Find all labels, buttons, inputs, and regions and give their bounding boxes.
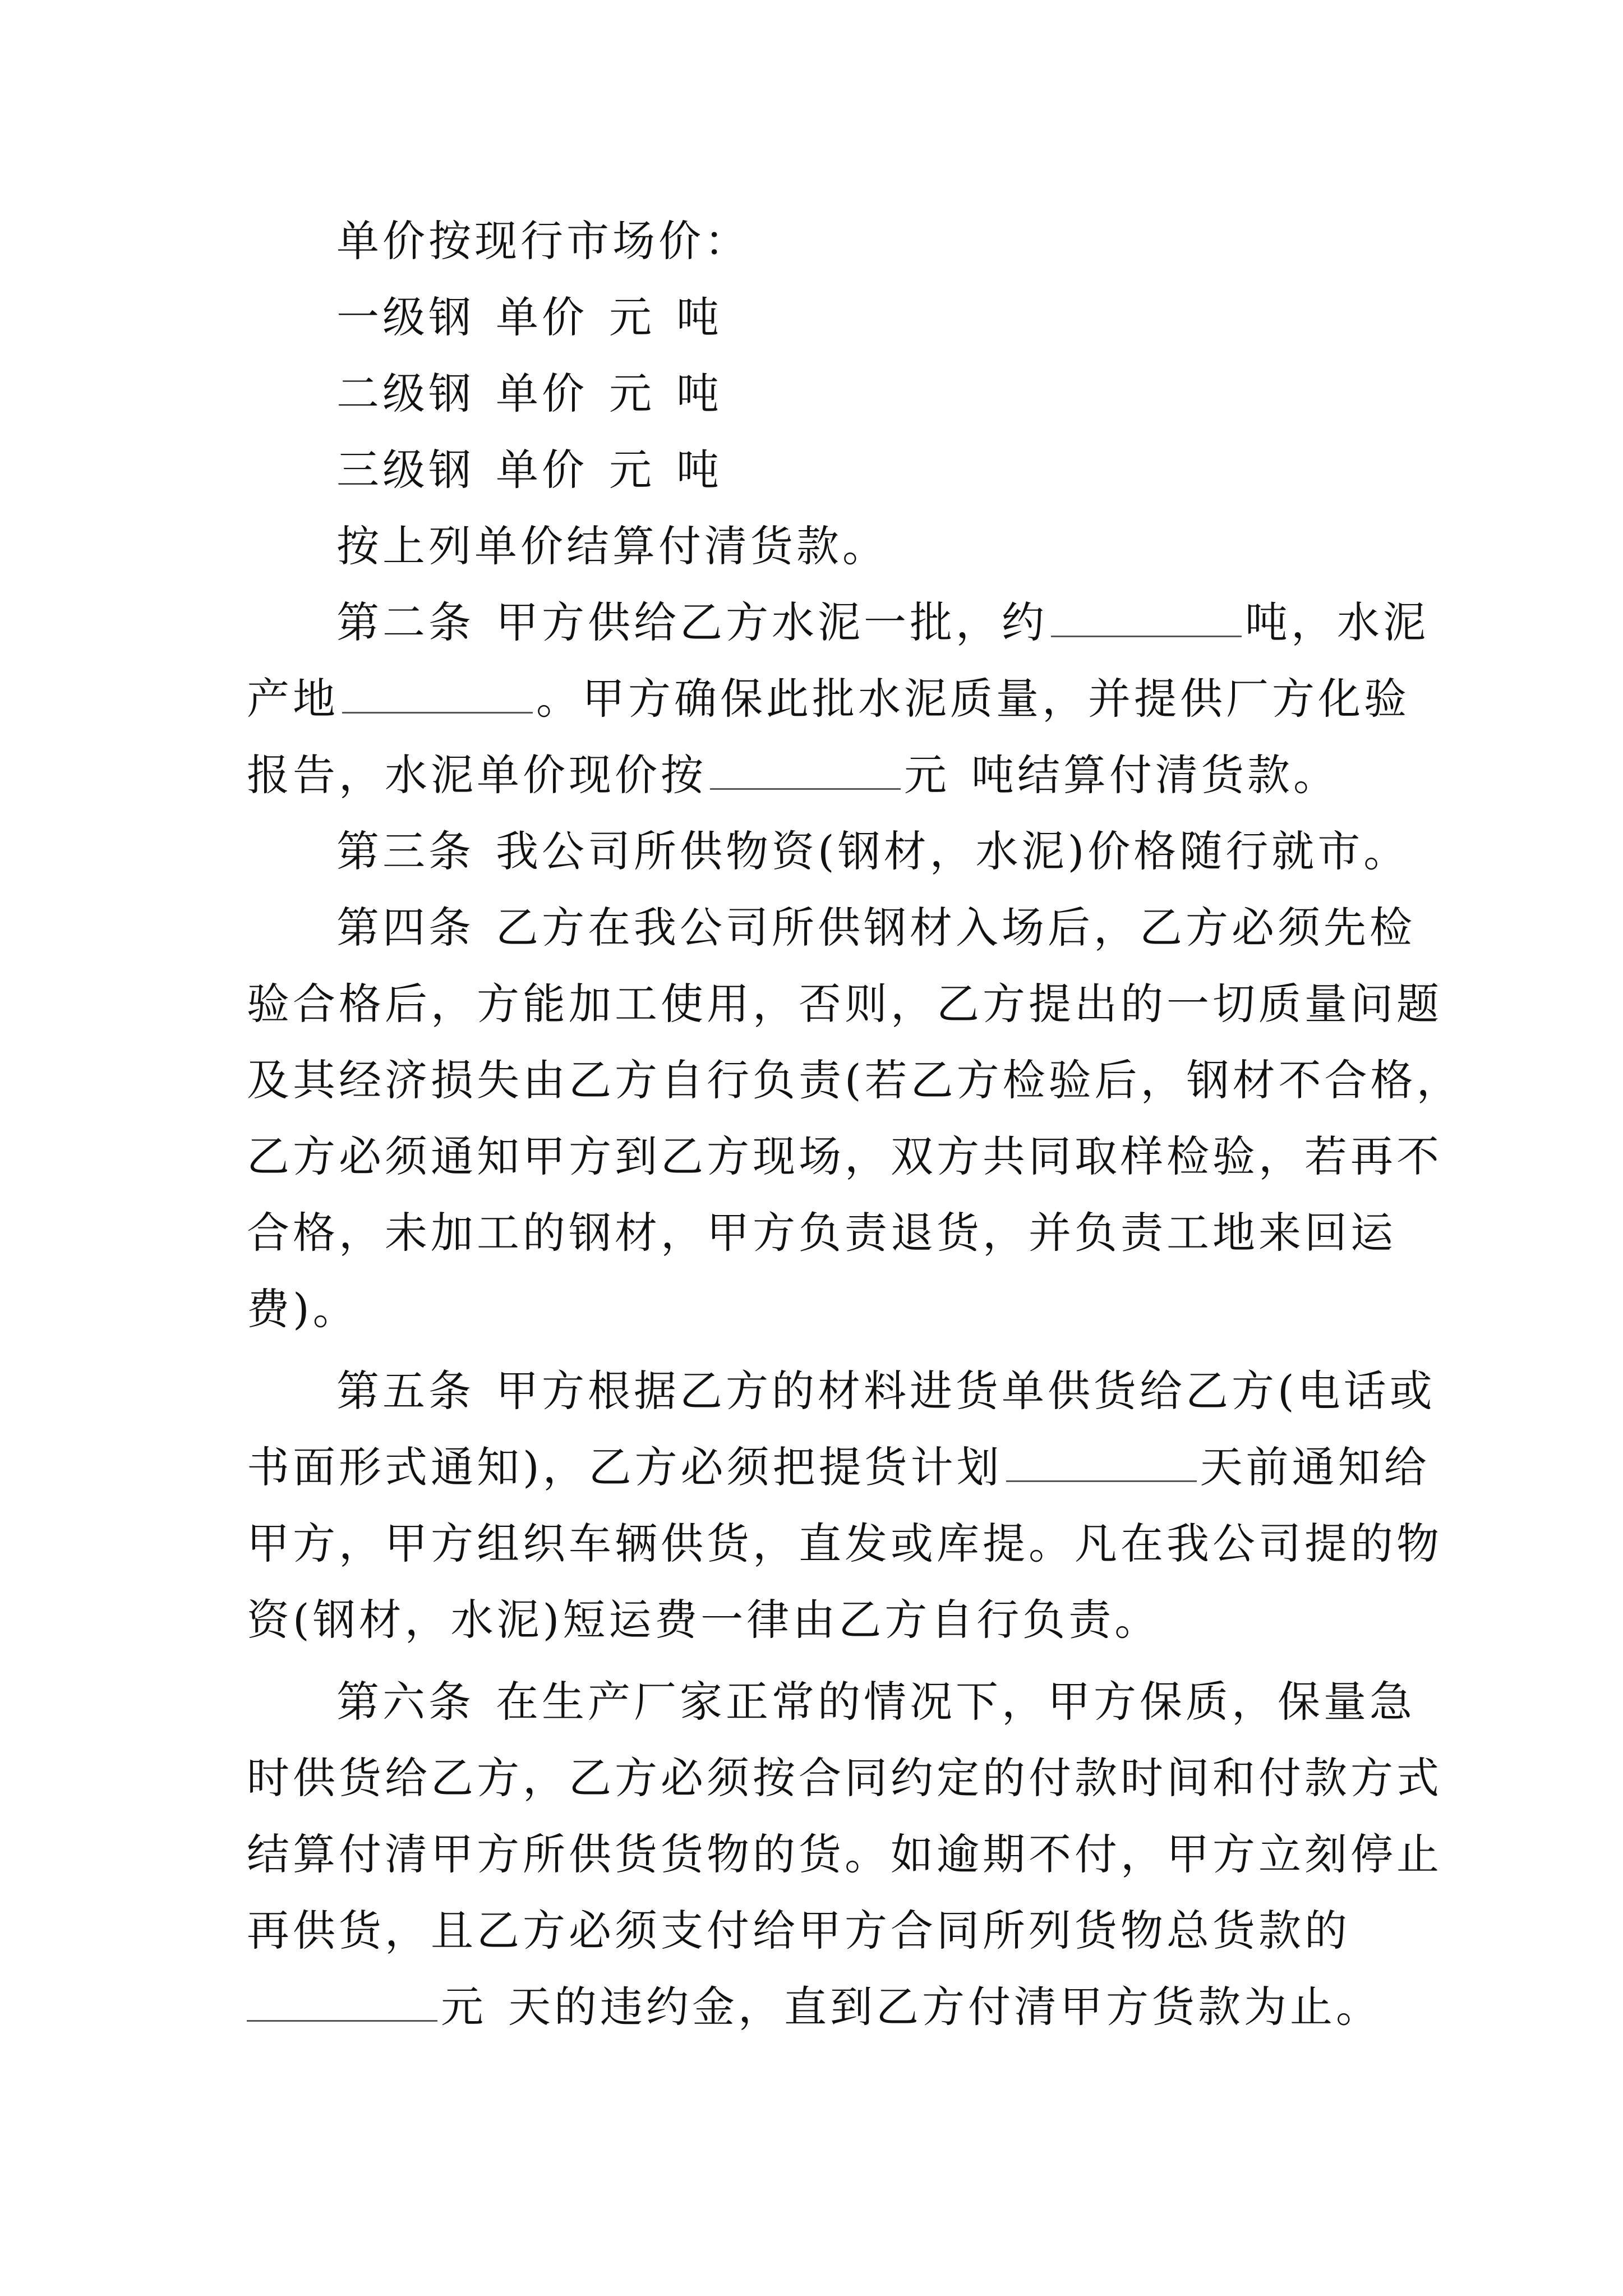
price-settle: [247, 508, 1386, 585]
price-intro: [247, 203, 1386, 279]
article-6-line-4: [247, 1893, 1386, 1969]
article-5-label: 第五条: [336, 1366, 474, 1416]
price-row: [247, 279, 1386, 356]
article-6-text: 在生产厂家正常的情况下，甲方保质，保量急: [496, 1677, 1415, 1727]
article-6-text: 结算付清甲方所供货货物的货。如逾期不付，甲方立刻停止: [247, 1829, 1442, 1879]
article-2-text: 元: [904, 750, 950, 800]
article-4-text: 费)。: [247, 1284, 359, 1334]
article-5-text: 甲方根据乙方的材料进货单供货给乙方(电话或: [496, 1366, 1436, 1416]
article-6-text: 再供货，且乙方必须支付给甲方合同所列货物总货款的: [247, 1906, 1350, 1955]
price-row: [247, 356, 1386, 432]
article-2-line-1: [247, 585, 1429, 661]
article-3-label: 第三条: [336, 826, 474, 876]
article-3-line-1: [247, 813, 1410, 890]
article-4-text: 乙方在我公司所供钢材入场后，乙方必须先检: [496, 903, 1415, 953]
unit-label: 吨: [676, 445, 722, 495]
article-4-text: 验合格后，方能加工使用，否则，乙方提出的一切质量问题: [247, 979, 1442, 1029]
penalty-amount-blank[interactable]: [247, 1986, 437, 2022]
article-5-text: 资(钢材，水泥)短运费一律由乙方自行负责。: [247, 1595, 1161, 1645]
notice-days-blank[interactable]: [1006, 1447, 1197, 1482]
steel-grade: 三级钢: [336, 445, 474, 495]
article-6-label: 第六条: [336, 1677, 474, 1727]
article-6-line-2: [247, 1740, 1442, 1816]
contract-body: [247, 203, 1463, 2045]
article-6-text: 时供货给乙方，乙方必须按合同约定的付款时间和付款方式: [247, 1753, 1442, 1803]
article-2-text: 吨结算付清货款。: [971, 750, 1339, 800]
currency-label: 元: [609, 369, 655, 418]
article-5-line-2: [247, 1429, 1430, 1506]
article-5-line-1: [247, 1353, 1436, 1429]
article-4-text: 合格，未加工的钢材，甲方负责退货，并负责工地来回运: [247, 1208, 1396, 1258]
steel-grade: 一级钢: [336, 292, 474, 342]
unit-price-label: 单价: [496, 292, 588, 342]
currency-label: 元: [609, 445, 655, 495]
article-4-line-2: [247, 966, 1442, 1042]
article-5-line-3: [247, 1506, 1442, 1582]
cement-price-blank[interactable]: [710, 754, 901, 790]
article-5-text: 甲方，甲方组织车辆供货，直发或库提。凡在我公司提的物: [247, 1519, 1442, 1568]
article-2-line-2: [247, 661, 1410, 737]
article-3-text: 我公司所供物资(钢材，水泥)价格随行就市。: [496, 826, 1410, 876]
article-6-text: 元: [441, 1982, 487, 2032]
unit-price-label: 单价: [496, 369, 588, 418]
article-2-text: 甲方供给乙方水泥一批，约: [496, 597, 1048, 647]
cement-origin-blank[interactable]: [342, 678, 533, 714]
article-2-line-3: [247, 737, 1386, 813]
article-2-text: 吨，水泥: [1245, 597, 1429, 647]
article-4-text: 及其经济损失由乙方自行负责(若乙方检验后，钢材不合格，: [247, 1055, 1463, 1105]
unit-label: 吨: [676, 292, 722, 342]
steel-grade: 二级钢: [336, 369, 474, 418]
article-2-text: 报告，水泥单价现价按: [247, 750, 707, 800]
article-5-text: 天前通知给: [1200, 1442, 1430, 1492]
unit-price-label: 单价: [496, 445, 588, 495]
article-4-line-6: [247, 1271, 1386, 1347]
price-intro-text: 单价按现行市场价：: [336, 216, 750, 266]
article-5-line-4: [247, 1582, 1386, 1658]
article-4-line-4: [247, 1119, 1442, 1195]
article-4-line-5: [247, 1195, 1396, 1271]
article-2-text: 。甲方确保此批水泥质量，并提供厂方化验: [536, 674, 1410, 724]
cement-quantity-blank[interactable]: [1051, 602, 1242, 637]
price-settle-text: 按上列单价结算付清货款。: [336, 521, 888, 571]
article-6-line-1: [247, 1664, 1415, 1740]
article-4-text: 乙方必须通知甲方到乙方现场，双方共同取样检验，若再不: [247, 1131, 1442, 1181]
article-6-text: 天的违约金，直到乙方付清甲方货款为止。: [508, 1982, 1382, 2032]
article-4-label: 第四条: [336, 903, 474, 953]
currency-label: 元: [609, 292, 655, 342]
article-6-line-5: [247, 1969, 1386, 2045]
price-row: [247, 432, 1386, 508]
article-6-line-3: [247, 1816, 1442, 1893]
article-2-label: 第二条: [336, 597, 474, 647]
article-2-text: 产地: [247, 674, 339, 724]
article-5-text: 书面形式通知)，乙方必须把提货计划: [247, 1442, 1003, 1492]
unit-label: 吨: [676, 369, 722, 418]
article-4-line-1: [247, 890, 1415, 966]
article-4-line-3: [247, 1042, 1463, 1119]
